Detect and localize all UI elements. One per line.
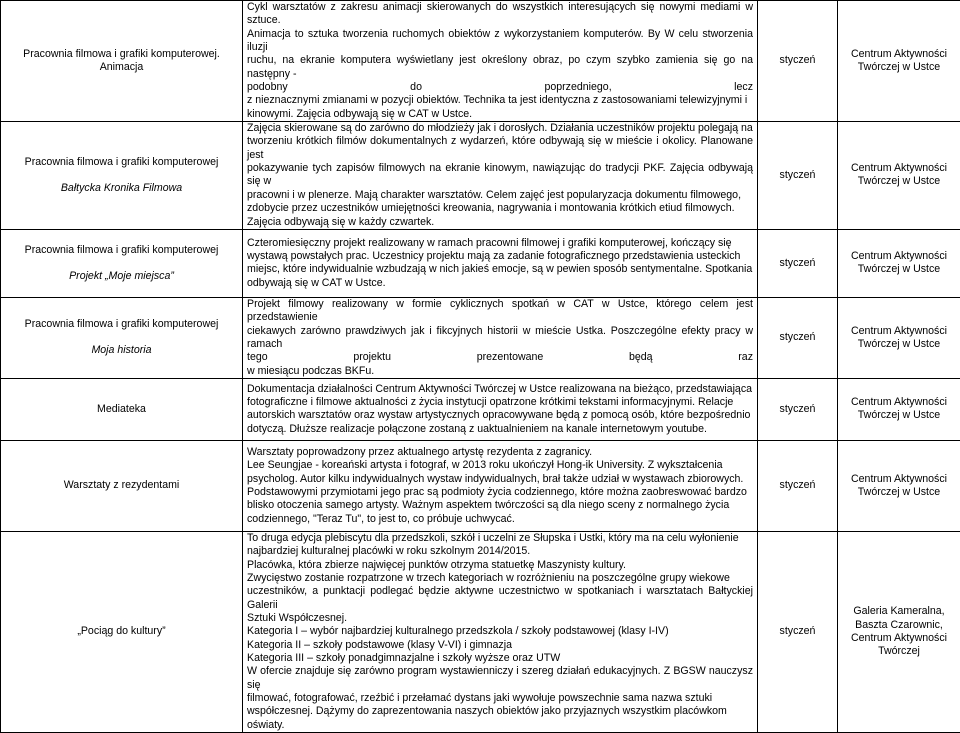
- activity-description-cell: [243, 122, 758, 230]
- activity-description-cell: [243, 1, 758, 122]
- description-line: najbardziej kulturalnej placówki w roku szkolnym 2014/2015.: [247, 545, 753, 558]
- description-line: ciekawych zarówno prawdziwych jak i fikcyjnych historii w mieście Ustka. Poszczególne efekty pracy w ramach: [247, 325, 753, 352]
- place-cell: [838, 297, 960, 378]
- place: Galeria Kameralna,: [842, 605, 956, 618]
- description-line: Projekt filmowy realizowany w formie cyklicznych spotkań w CAT w Ustce, którego celem jest przedstawienie: [247, 298, 753, 325]
- activity-name: Pracownia filmowa i grafiki komputerowej: [5, 318, 238, 331]
- description-line: pracowni i w plenerze. Mają charakter warsztatów. Celem zajęć jest popularyzacja dokumentu filmowego,: [247, 189, 753, 202]
- table-row: [1, 297, 960, 378]
- table-row: [1, 378, 960, 440]
- month-cell: [758, 440, 838, 531]
- activity-subtitle: Bałtycka Kronika Filmowa: [5, 182, 238, 195]
- month: styczeń: [780, 403, 816, 415]
- description-line: Warsztaty poprowadzony przez aktualnego artystę rezydenta z zagranicy.: [247, 446, 753, 459]
- table-row: [1, 440, 960, 531]
- description-line: Cykl warsztatów z zakresu animacji skierowanych do wszystkich interesujących się nowymi mediami w sztuce.: [247, 1, 753, 28]
- description-line: odbywają się w CAT w Ustce.: [247, 277, 753, 290]
- description-line: współczesnej. Dążymy do zaprezentowania naszych obiektów jako przyjaznych wszystkim placówkom oświaty.: [247, 705, 753, 732]
- activity-name: Pracownia filmowa i grafiki komputerowej: [5, 156, 238, 169]
- description-line: codziennego, "Teraz Tu", to jest to, co próbuje uchwycać.: [247, 513, 753, 526]
- place: Twórczej w Ustce: [842, 409, 956, 422]
- activity-name-cell: [1, 297, 243, 378]
- place: Twórczej w Ustce: [842, 175, 956, 188]
- place-cell: [838, 1, 960, 122]
- place: Centrum Aktywności: [842, 473, 956, 486]
- description-line: Zwycięstwo zostanie rozpatrzone w trzech kategoriach w rozróżnieniu na poszczególne grupy wiekowe: [247, 572, 753, 585]
- description-line: Lee Seungjae - koreański artysta i fotograf, w 2013 roku ukończył Hong-ik University. Z wykształcenia: [247, 459, 753, 472]
- activity-name: Pracownia filmowa i grafiki komputerowej.: [5, 48, 238, 61]
- activity-name-cell: [1, 440, 243, 531]
- description-line: pokazywanie tych zapisów filmowych na ekranie kinowym, nawiązując do tradycji PKF. Zajęcia odbywają się w: [247, 162, 753, 189]
- month: styczeń: [780, 625, 816, 637]
- activity-name-cell: [1, 1, 243, 122]
- description-line: psycholog. Autor kilku indywidualnych wystaw indywidualnych, brał także udział w wystawach zbiorowych.: [247, 473, 753, 486]
- description-line: fotograficzne i filmowe aktualności z życia instytucji opatrzone krótkimi tekstami informacyjnymi. Relacje: [247, 396, 753, 409]
- description-line: To druga edycja plebiscytu dla przedszkoli, szkół i uczelni ze Słupska i Ustki, który ma na celu wyłonienie: [247, 532, 753, 545]
- description-line: podobny do poprzedniego, lecz: [247, 81, 753, 94]
- month: styczeń: [780, 169, 816, 181]
- activity-name: Warsztaty z rezydentami: [5, 479, 238, 492]
- place: Centrum Aktywności: [842, 632, 956, 645]
- description-line: Podstawowymi przymiotami jego prac są podmioty życia codziennego, które można zaobreswować bardzo: [247, 486, 753, 499]
- month-cell: [758, 297, 838, 378]
- place: Twórczej w Ustce: [842, 263, 956, 276]
- description-line: ruchu, na ekranie komputera wyświetlany jest określony obraz, po czym szybko zamienia się go na następny -: [247, 54, 753, 81]
- description-line: W ofercie znajduje się zarówno program wystawienniczy i szereg działań edukacyjnych. Z BGSW nauczysz się: [247, 665, 753, 692]
- description-line: Zajęcia odbywają się w każdy czwartek.: [247, 216, 753, 229]
- description-line: tego projektu prezentowane będą raz: [247, 351, 753, 364]
- description-line: Animacja to sztuka tworzenia ruchomych obiektów z wykorzystaniem komputerów. By W celu stworzenia iluzji: [247, 28, 753, 55]
- table-row: [1, 229, 960, 297]
- month-cell: [758, 531, 838, 732]
- table-row: [1, 1, 960, 122]
- description-line: Kategoria II – szkoły podstawowe (klasy V-VI) i gimnazja: [247, 639, 753, 652]
- description-line: zdobycie przez uczestników umiejętności kreowania, nagrywania i montowania krótkich etiud filmowych.: [247, 202, 753, 215]
- activity-description-cell: [243, 297, 758, 378]
- month-cell: [758, 122, 838, 230]
- description-line: wystawą powstałych prac. Uczestnicy projektu mają za zadanie fotograficznego przedstawienia usteckich: [247, 250, 753, 263]
- description-line: Zajęcia skierowane są do zarówno do młodzieży jak i dorosłych. Działania uczestników projektu polegają na: [247, 122, 753, 135]
- month-cell: [758, 229, 838, 297]
- month: styczeń: [780, 479, 816, 491]
- place-cell: [838, 122, 960, 230]
- activity-description-cell: [243, 378, 758, 440]
- description-line: filmować, fotografować, rzeźbić i przełamać dystans jaki wywołuje powszechnie sama nazwa sztuki: [247, 692, 753, 705]
- activity-name-cell: [1, 531, 243, 732]
- place: Centrum Aktywności: [842, 48, 956, 61]
- place: Baszta Czarownic,: [842, 619, 956, 632]
- place: Twórczej w Ustce: [842, 338, 956, 351]
- activity-description-cell: [243, 229, 758, 297]
- place: Centrum Aktywności: [842, 396, 956, 409]
- place: Centrum Aktywności: [842, 250, 956, 263]
- description-line: w miesiącu podczas BKFu.: [247, 365, 753, 378]
- activity-subtitle: Moja historia: [5, 344, 238, 357]
- description-line: uczestników, a punktacji podlegać będzie aktywne uczestnictwo w spotkaniach i warsztatach Bałtyckiej Galerii: [247, 585, 753, 612]
- description-line: tworzeniu krótkich filmów dokumentalnych z wydarzeń, które odbywają się w mieście i okolicy. Planowane jest: [247, 135, 753, 162]
- activity-name: „Pociąg do kultury”: [5, 625, 238, 638]
- description-line: miejsc, które indywidualnie wzbudzają w nich jakieś emocje, są w pewien sposób sentymentalne. Spotkania: [247, 263, 753, 276]
- activity-name-cell: [1, 378, 243, 440]
- description-line: Sztuki Współczesnej.: [247, 612, 753, 625]
- place: Twórczej w Ustce: [842, 61, 956, 74]
- activity-description-cell: [243, 531, 758, 732]
- place: Centrum Aktywności: [842, 325, 956, 338]
- activity-name: Mediateka: [5, 403, 238, 416]
- description-line: kinowymi. Zajęcia odbywają się w CAT w Ustce.: [247, 108, 753, 121]
- description-line: z nieznacznymi zmianami w pozycji obiektów. Technika ta jest identyczna z zastosowaniami telewizyjnymi i: [247, 94, 753, 107]
- place: Twórczej w Ustce: [842, 486, 956, 499]
- description-line: Placówka, która zbierze najwięcej punktów otrzyma statuetkę Maszynisty kultury.: [247, 559, 753, 572]
- activity-name: Animacja: [5, 61, 238, 74]
- description-line: autorskich warsztatów oraz wystaw artystycznych opracowywane będą z pomocą osób, które bezpośrednio: [247, 409, 753, 422]
- activity-description-cell: [243, 440, 758, 531]
- place-cell: [838, 229, 960, 297]
- activity-name-cell: [1, 229, 243, 297]
- month: styczeń: [780, 331, 816, 343]
- month-cell: [758, 1, 838, 122]
- place: Centrum Aktywności: [842, 162, 956, 175]
- description-line: Czteromiesięczny projekt realizowany w ramach pracowni filmowej i grafiki komputerowej, kończący się: [247, 237, 753, 250]
- description-line: Kategoria III – szkoły ponadgimnazjalne i szkoły wyższe oraz UTW: [247, 652, 753, 665]
- activity-name-cell: [1, 122, 243, 230]
- activity-subtitle: Projekt „Moje miejsca”: [5, 270, 238, 283]
- place-cell: [838, 378, 960, 440]
- month: styczeń: [780, 54, 816, 66]
- month: styczeń: [780, 257, 816, 269]
- table-row: [1, 122, 960, 230]
- place-cell: [838, 531, 960, 732]
- description-line: blisko otoczenia samego artysty. Ważnym aspektem twórczości są dla niego sceny z normalnego życia: [247, 499, 753, 512]
- table-row: [1, 531, 960, 732]
- activity-name: Pracownia filmowa i grafiki komputerowej: [5, 244, 238, 257]
- description-line: dotyczą. Dłuższe realizacje połączone zostaną z uaktualnieniem na kanale internetowym youtube.: [247, 423, 753, 436]
- month-cell: [758, 378, 838, 440]
- description-line: Dokumentacja działalności Centrum Aktywności Twórczej w Ustce realizowana na bieżąco, przedstawiająca: [247, 383, 753, 396]
- place-cell: [838, 440, 960, 531]
- description-line: Kategoria I – wybór najbardziej kulturalnego przedszkola / szkoły podstawowej (klasy I-IV): [247, 625, 753, 638]
- place: Twórczej: [842, 645, 956, 658]
